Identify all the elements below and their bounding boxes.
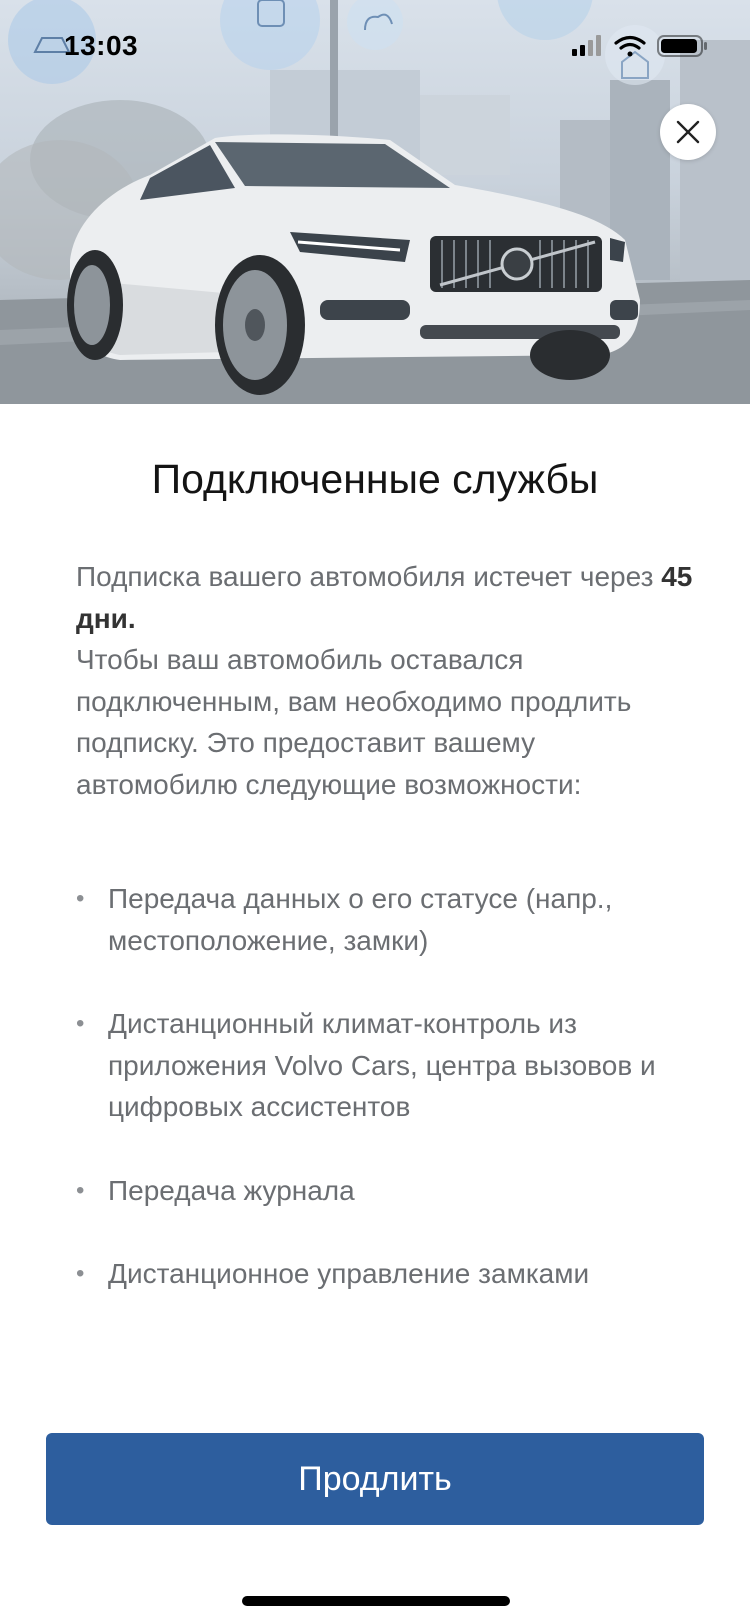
list-item: • Передача данных о его статусе (напр., местоположение, замки)	[76, 878, 696, 961]
feature-list	[76, 878, 696, 1337]
list-item: • Дистанционный климат-контроль из приложения Volvo Cars, центра вызовов и цифровых ассистентов	[76, 1003, 696, 1128]
renew-explanation: Чтобы ваш автомобиль оставался подключенным, вам необходимо продлить подписку. Это предоставит вашему автомобилю следующие возможности:	[76, 644, 632, 800]
list-item: • Дистанционное управление замками	[76, 1253, 696, 1295]
subscription-description	[76, 556, 696, 805]
status-icons	[572, 34, 714, 58]
expiry-days: 45	[661, 561, 693, 592]
cellular-signal-icon	[572, 35, 601, 56]
list-item: • Передача журнала	[76, 1170, 696, 1212]
page-title: Подключенные службы	[151, 456, 599, 502]
status-time: 13:03	[64, 30, 139, 61]
renew-button[interactable]: Продлить	[46, 1433, 704, 1525]
expiry-text: Подписка вашего автомобиля истечет через	[76, 561, 662, 592]
battery-icon	[658, 36, 707, 56]
wifi-icon	[616, 38, 644, 57]
close-button[interactable]	[660, 104, 716, 160]
home-indicator[interactable]	[242, 1596, 510, 1606]
close-icon	[675, 119, 701, 145]
expiry-days-suffix: дни.	[76, 602, 136, 634]
